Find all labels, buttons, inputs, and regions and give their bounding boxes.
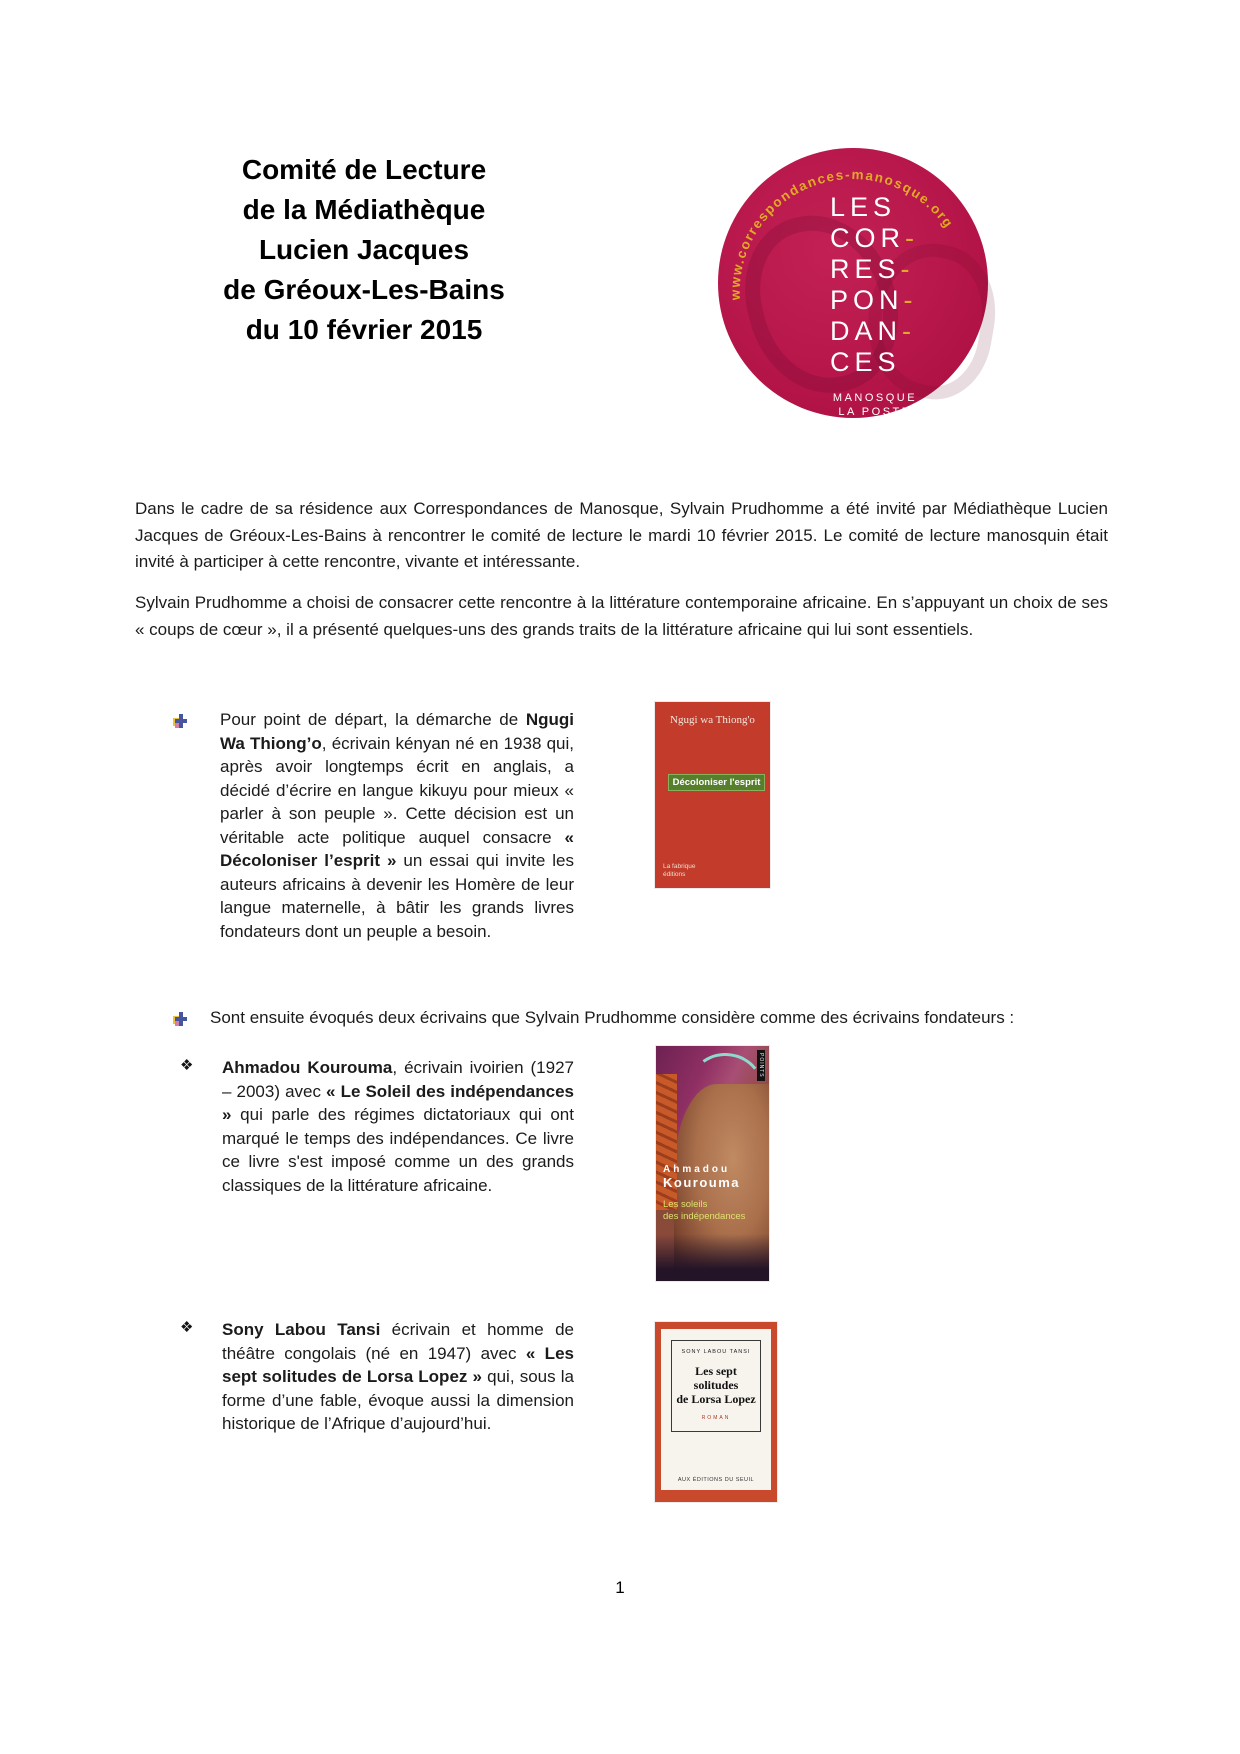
plus-bullet-icon	[173, 714, 188, 729]
book-cover-decoloniser-lesprit	[655, 702, 770, 888]
svg-text:www.correspondances-manosque.o: www.correspondances-manosque.org	[727, 166, 957, 301]
book2-collection-tag: POINTS	[757, 1050, 765, 1081]
intro-paragraph-2: Sylvain Prudhomme a choisi de consacrer cette rencontre à la littérature contemporaine africaine. En s’appuyant un choix de ses « coups de cœur », il a présenté quelques-uns des grands traits de la littérature africaine qui lui sont essentiels.	[135, 593, 1108, 639]
book2-title: Les soleils des indépendances	[663, 1198, 746, 1222]
logo-place-lines: MANOSQUE LA POSTE	[832, 392, 918, 418]
book3-title: Les sept solitudes de Lorsa Lopez	[676, 1364, 756, 1406]
book3-inner-panel	[661, 1329, 771, 1490]
book1-author: Ngugi wa Thiong'o	[670, 714, 755, 726]
book2-shadow	[656, 1234, 769, 1281]
book2-author: Ahmadou Kourouma	[663, 1163, 740, 1190]
intro-paragraph-1: Dans le cadre de sa résidence aux Correspondances de Manosque, Sylvain Prudhomme a été invité par Médiathèque Lucien Jacques de Gréoux-Les-Bains à rencontrer le comité de lecture le mardi 10 février 2015. Le comité de lecture manosquin était invité à participer à cette rencontre, vivante et intéressante.	[135, 499, 1108, 571]
book2-fabric-strip	[656, 1074, 677, 1210]
document-title	[194, 150, 534, 350]
title-line: Comité de Lecture	[241, 154, 487, 185]
title-line: Lucien Jacques	[258, 234, 470, 265]
book3-genre: ROMAN	[701, 1415, 731, 1421]
paragraph-kourouma: Ahmadou Kourouma, écrivain ivoirien (1927 – 2003) avec « Le Soleil des indépendances » qui parle des régimes dictatoriaux qui ont marqué le temps des indépendances. Ce livre ce livre s'est imposé comme un des grands classiques de la littérature africaine.	[222, 1058, 575, 1195]
title-line: de Gréoux-Les-Bains	[223, 274, 505, 305]
plus-bullet-icon	[173, 1012, 188, 1027]
title-line: du 10 février 2015	[245, 314, 483, 345]
title-line: de la Médiathèque	[242, 194, 486, 225]
book3-title-box	[671, 1340, 761, 1432]
diamond-bullet-icon	[180, 1056, 193, 1074]
logo-wordmark: LES COR- RES- PON- DAN- CES	[830, 192, 919, 377]
paragraph-ngugi: Pour point de départ, la démarche de Ngugi Wa Thiong’o, écrivain kényan né en 1938 qui, après avoir longtemps écrit en anglais, a décidé d’écrire en langue kikuyu pour mieux « parler à son peuple ». Cette décision est un véritable acte politique auquel consacre « Décoloniser l’esprit » un essai qui invite les auteurs africains à devenir les Homère de leur langue maternelle, à bâtir les grands livres fondateurs dont un peuple a besoin.	[220, 710, 574, 941]
paragraph-sony: Sony Labou Tansi écrivain et homme de théâtre congolais (né en 1947) avec « Les sept solitudes de Lorsa Lopez » qui, sous la forme d’une fable, évoque aussi la dimension historique de l’Afrique d’aujourd’hui.	[222, 1320, 574, 1433]
book-cover-les-sept-solitudes	[655, 1322, 777, 1502]
book3-publisher: AUX ÉDITIONS DU SEUIL	[677, 1477, 755, 1483]
correspondances-logo	[718, 148, 988, 418]
book1-title-band: Décoloniser l'esprit	[668, 774, 765, 791]
book1-publisher: La fabrique éditions	[663, 863, 696, 878]
paragraph-transition: Sont ensuite évoqués deux écrivains que Sylvain Prudhomme considère comme des écrivains fondateurs :	[210, 1008, 1015, 1027]
page-number: 1	[615, 1578, 625, 1597]
book3-author: SONY LABOU TANSI	[681, 1349, 751, 1355]
book-cover-les-soleils-des-independances	[656, 1046, 769, 1281]
diamond-bullet-icon	[180, 1318, 193, 1336]
